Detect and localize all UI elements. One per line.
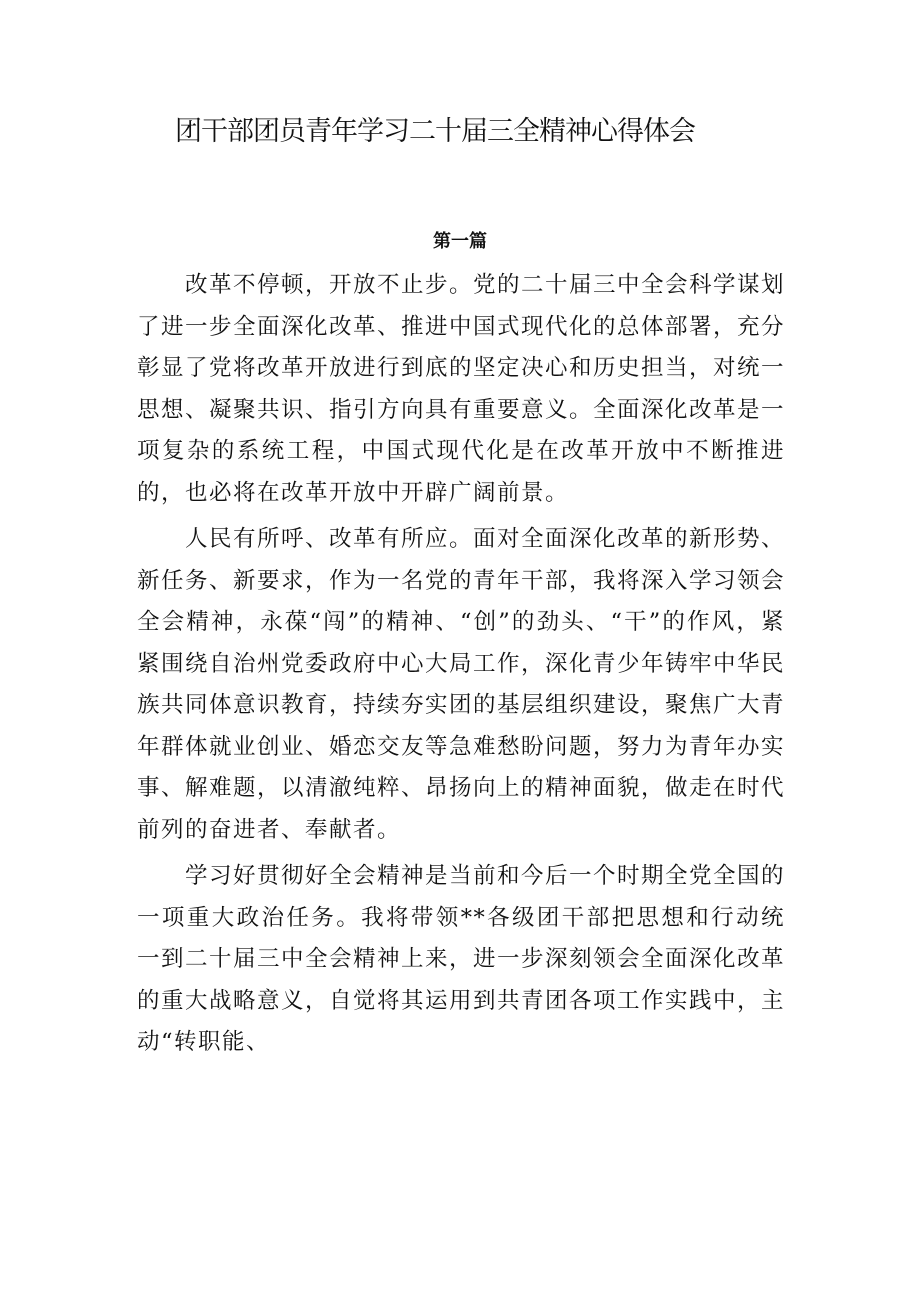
- document-title: 团干部团员青年学习二十届三全精神心得体会: [175, 116, 695, 147]
- section-heading: 第一篇: [433, 231, 487, 252]
- document-body: [137, 265, 785, 1069]
- paragraph-2: 人民有所呼、改革有所应。面对全面深化改革的新形势、新任务、新要求，作为一名党的青年干部，我将深入学习领会全会精神，永葆“闯”的精神、“创”的劲头、“干”的作风，紧紧围绕自治州党委政府中心大局工作，深化青少年铸牢中华民族共同体意识教育，持续夯实团的基层组织建设，聚焦广大青年群体就业创业、婚恋交友等急难愁盼问题，努力为青年办实事、解难题，以清澈纯粹、昂扬向上的精神面貌，做走在时代前列的奋进者、奉献者。: [137, 526, 786, 843]
- paragraph-1: 改革不停顿，开放不止步。党的二十届三中全会科学谋划了进一步全面深化改革、推进中国式现代化的总体部署，充分彰显了党将改革开放进行到底的坚定决心和历史担当，对统一思想、凝聚共识、指引方向具有重要意义。全面深化改革是一项复杂的系统工程，中国式现代化是在改革开放中不断推进的，也必将在改革开放中开辟广阔前景。: [137, 272, 786, 506]
- paragraph-3: 学习好贯彻好全会精神是当前和今后一个时期全党全国的一项重大政治任务。我将带领**各级团干部把思想和行动统一到二十届三中全会精神上来，进一步深刻领会全面深化改革的重大战略意义，自觉将其运用到共青团各项工作实践中，主动“转职能、: [137, 863, 786, 1055]
